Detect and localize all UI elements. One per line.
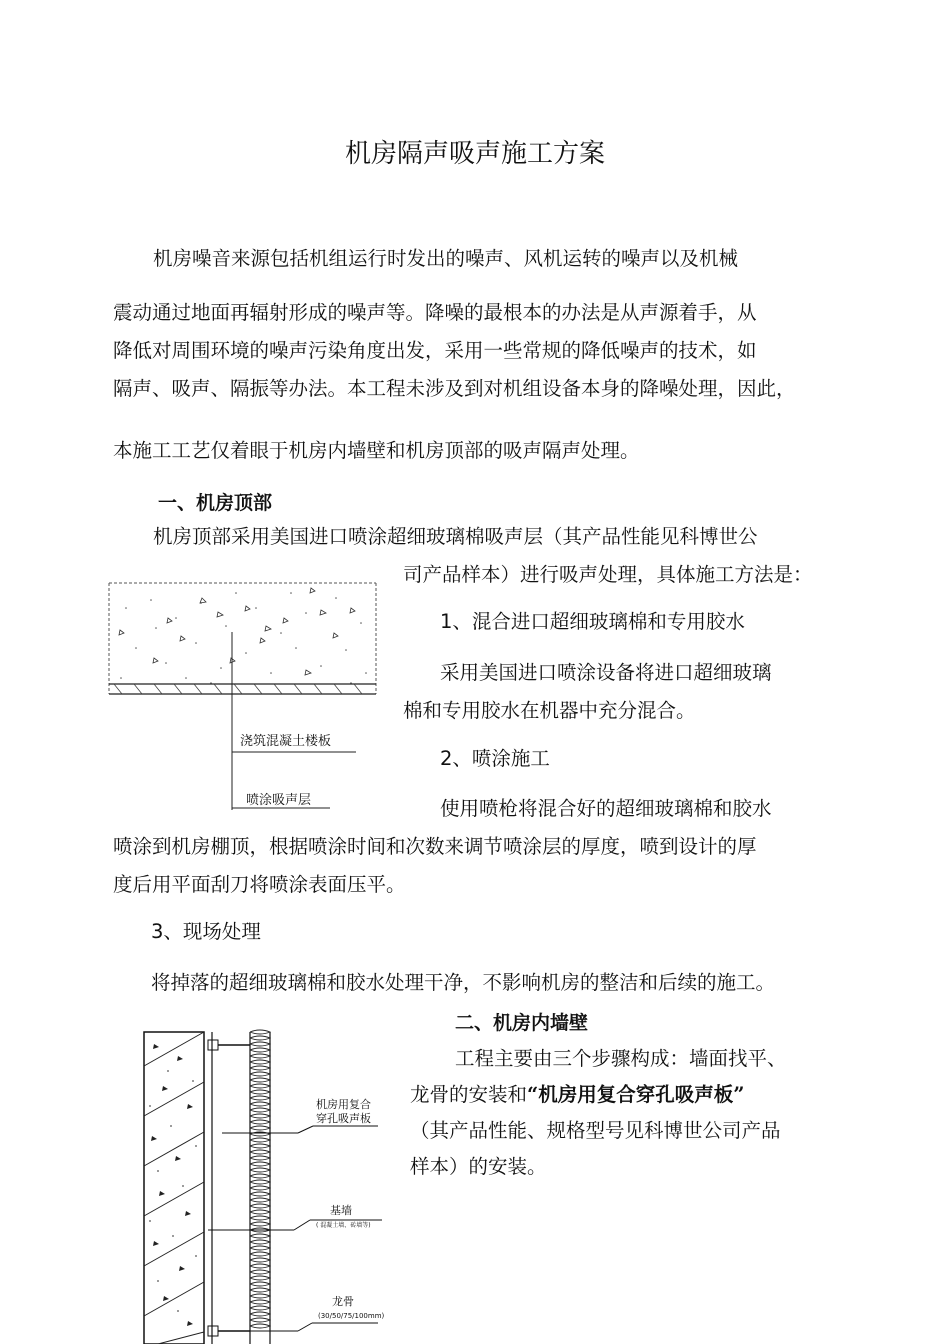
section2-heading: 二、机房内墙壁 [455,1012,589,1034]
section1-heading: 一、机房顶部 [158,492,273,514]
label-keel: 龙骨 [332,1295,354,1308]
leader-keel-tail [298,1323,312,1331]
step2-line-2: 喷涂到机房棚顶，根据喷涂时间和次数来调节喷涂层的厚度，喷到设计的厚 [113,835,757,858]
step2-line-1: 使用喷枪将混合好的超细玻璃棉和胶水 [440,797,772,820]
keel-clip-bottom [208,1326,218,1336]
intro-line-5: 本施工工艺仅着眼于机房内墙壁和机房顶部的吸声隔声处理。 [113,439,640,462]
intro-line-1: 机房噪音来源包括机组运行时发出的噪声、风机运转的噪声以及机械 [153,247,739,270]
aggregate-marks [119,588,355,675]
spray-layer-hatch [114,684,362,694]
section2-line-3: （其产品性能、规格型号见科博世公司产品 [410,1119,781,1142]
section2-line-1: 工程主要由三个步骤构成：墙面找平、 [455,1047,787,1070]
intro-line-2: 震动通过地面再辐射形成的噪声等。降噪的最根本的办法是从声源着手，从 [113,301,757,324]
leader-panel-tail [298,1126,313,1133]
step1-line-1: 采用美国进口喷涂设备将进口超细玻璃 [440,661,772,684]
keel-clip-top [208,1040,218,1050]
label-spray-layer: 喷涂吸声层 [246,793,312,808]
absorber-fiber-pattern [250,1030,270,1328]
step3-line-1: 将掉落的超细玻璃棉和胶水处理干净，不影响机房的整洁和后续的施工。 [151,971,776,994]
section2-line-4: 样本）的安装。 [410,1155,547,1178]
step2-title: 2、喷涂施工 [440,747,550,770]
label-panel-2: 穿孔吸声板 [316,1112,371,1125]
section1-line-2: 司产品样本）进行吸声处理，具体施工方法是： [403,563,813,586]
step1-line-2: 棉和专用胶水在机器中充分混合。 [403,699,696,722]
section1-line-1: 机房顶部采用美国进口喷涂超细玻璃棉吸声层（其产品性能见科博世公 [153,525,758,548]
step1-title: 1、混合进口超细玻璃棉和专用胶水 [440,610,745,633]
section2-line-2 [410,1076,744,1114]
concrete-texture [120,592,367,684]
label-keel-note: (30/50/75/100mm) [318,1312,385,1320]
label-slab: 浇筑混凝土楼板 [240,734,332,749]
step3-title: 3、现场处理 [151,920,261,943]
ceiling-diagram [106,578,380,814]
wall-diagram [138,1026,388,1344]
product-name-highlight: “机房用复合穿孔吸声板” [527,1083,745,1106]
leader-wall-tail [294,1220,310,1230]
label-panel-1: 机房用复合 [316,1098,371,1111]
base-wall [144,1032,204,1344]
intro-line-4: 隔声、吸声、隔振等办法。本工程未涉及到对机组设备本身的降噪处理，因此， [113,377,796,400]
label-wall-note: ( 混凝土墙、砖墙等) [316,1222,371,1229]
document-title: 机房隔声吸声施工方案 [344,139,605,169]
step2-line-3: 度后用平面刮刀将喷涂表面压平。 [113,873,406,896]
section2-line-2-prefix: 龙骨的安装和 [410,1083,528,1106]
intro-line-3: 降低对周围环境的噪声污染角度出发，采用一些常规的降低噪声的技术，如 [113,339,757,362]
label-wall: 基墙 [330,1204,352,1217]
